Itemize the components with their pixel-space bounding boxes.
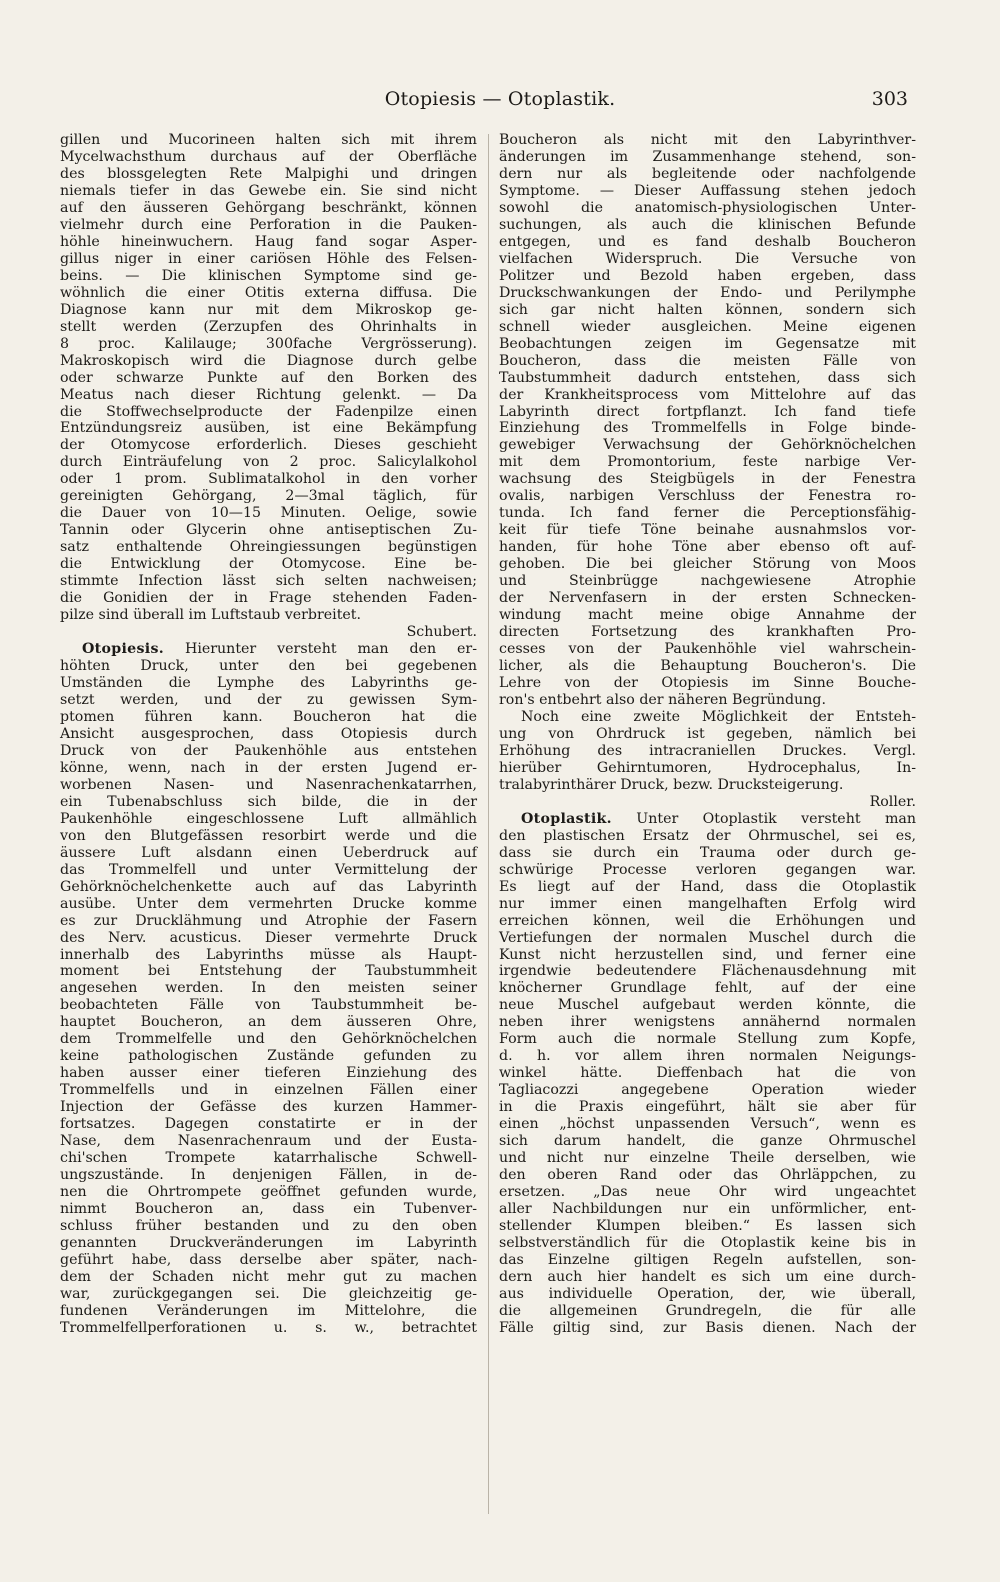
text-line: Form auch die normale Stellung zum Kopfe, [499,1031,916,1048]
text-line: der Krankheitsprocess vom Mittelohre auf das [499,386,916,403]
right-column [499,132,916,1337]
text-line: oder schwarze Punkte auf den Borken des [60,369,477,386]
text-line: in die Praxis eingeführt, hält sie aber für [499,1099,916,1116]
entry-text: Unter Otoplastik versteht man [611,810,916,827]
text-line: chi'schen Trompete katarrhalische Schwell- [60,1150,477,1167]
text-line: neue Muschel aufgebaut werden könnte, die [499,997,916,1014]
text-line: Trommelfells und in einzelnen Fällen einer [60,1082,477,1099]
text-line: hauptet Boucheron, an dem äusseren Ohre, [60,1014,477,1031]
text-line: beins. — Die klinischen Symptome sind ge- [60,267,477,284]
text-line: Meatus nach dieser Richtung gelenkt. — Da [60,386,477,403]
text-line: der Nervenfasern in der ersten Schnecken- [499,590,916,607]
text-line: von den Blutgefässen resorbirt werde und die [60,827,477,844]
text-line: durch Einträufelung von 2 proc. Salicylalkohol [60,454,477,471]
text-line: gewebiger Verwachsung der Gehörknöchelchen [499,437,916,454]
text-line: die Dauer von 10—15 Minuten. Oelige, sowie [60,505,477,522]
running-title: Otopiesis — Otoplastik. [384,88,616,110]
text-line: Paukenhöhle eingeschlossene Luft allmählich [60,810,477,827]
text-line: einen „höchst unpassenden Versuch“, wenn es [499,1116,916,1133]
text-line: cesses von der Paukenhöhle viel wahrschein- [499,641,916,658]
text-line: moment bei Entstehung der Taubstummheit [60,963,477,980]
text-line: ungszustände. In denjenigen Fällen, in de- [60,1167,477,1184]
text-line: Vertiefungen der normalen Muschel durch die [499,929,916,946]
text-line: keine pathologischen Zustände gefunden zu [60,1048,477,1065]
text-line: Lehre von der Otopiesis im Sinne Bouche- [499,675,916,691]
text-line: Taubstummheit dadurch entstehen, dass sich [499,369,916,386]
text-line: Noch eine zweite Möglichkeit der Entsteh- [521,708,916,725]
left-column [60,132,477,1337]
text-line: und Steinbrügge nachgewiesene Atrophie [499,573,916,590]
text-line: war, zurückgegangen sei. Die gleichzeitig ge- [60,1285,477,1302]
text-line: licher, als die Behauptung Boucheron's. Die [499,658,916,675]
text-line: schnell wieder ausgleichen. Meine eigenen [499,318,916,335]
text-line: Fälle giltig sind, zur Basis dienen. Nach der [499,1319,916,1336]
text-line: die Gonidien der in Frage stehenden Faden- [60,590,477,607]
text-line: satz enthaltende Ohreingiessungen begünstigen [60,539,477,556]
text-line: schwürige Processe verloren gegangen war. [499,861,916,878]
text-line: gehoben. Die bei gleicher Störung von Moos [499,556,916,573]
text-line: dern auch hier handelt es sich um eine durch- [499,1268,916,1285]
text-line: Diagnose kann nur mit dem Mikroskop ge- [60,301,477,318]
text-line: geführt habe, dass derselbe aber später, nach- [60,1251,477,1268]
text-line: den oberen Rand oder das Ohrläppchen, zu [499,1167,916,1184]
text-line: der Otomycose erforderlich. Dieses geschieht [60,437,477,454]
text-line: Trommelfellperforationen u. s. w., betrachtet [60,1319,477,1336]
text-line: Nase, dem Nasenrachenraum und der Eusta- [60,1133,477,1150]
text-line: Druckschwankungen der Endo- und Perilymphe [499,284,916,301]
text-line: Symptome. — Dieser Auffassung stehen jedoch [499,182,916,199]
text-line: fortsatzes. Dagegen constatirte er in der [60,1116,477,1133]
text-line: auf den äusseren Gehörgang beschränkt, können [60,199,477,216]
text-line: Injection der Gefässe des kurzen Hammer- [60,1099,477,1116]
text-line: gillen und Mucorineen halten sich mit ihrem [60,132,477,148]
text-line: Erhöhung des intracraniellen Druckes. Vergl. [499,742,916,759]
text-line: aller Nachbildungen nur ein unförmlicher, ent- [499,1201,916,1218]
text-line: nur immer einen mangelhaften Erfolg wird [499,895,916,912]
text-line: das Trommelfell und unter Vermittelung der [60,861,477,878]
text-line: irgendwie bedeutendere Flächenausdehnung mit [499,963,916,980]
text-line: erreichen können, weil die Erhöhungen und [499,912,916,929]
text-line: gillus niger in einer cariösen Höhle des Felsen- [60,250,477,267]
text-line: nen die Ohrtrompete geöffnet gefunden wurde, [60,1184,477,1201]
text-line: ovalis, narbigen Verschluss der Fenestra ro- [499,488,916,505]
column-divider [488,134,489,1514]
text-line: neben ihrer wenigstens annähernd normalen [499,1014,916,1031]
text-line: directen Fortsetzung des krankhaften Pro- [499,624,916,641]
text-line: Makroskopisch wird die Diagnose durch gelbe [60,352,477,369]
text-line: Boucheron als nicht mit den Labyrinthver- [499,132,916,148]
text-line: entgegen, und es fand deshalb Boucheron [499,233,916,250]
text-line: Beobachtungen zeigen im Gegensatze mit [499,335,916,352]
text-line: Entzündungsreiz ausüben, ist eine Bekämpfung [60,420,477,437]
text-line: änderungen im Zusammenhange stehend, son- [499,148,916,165]
text-line: beobachteten Fälle von Taubstummheit be- [60,997,477,1014]
text-line: suchungen, als auch die klinischen Befunde [499,216,916,233]
text-line: haben ausser einer tieferen Einziehung des [60,1065,477,1082]
text-line: fundenen Veränderungen im Mittelohre, die [60,1302,477,1319]
text-line: gereinigten Gehörgang, 2—3mal täglich, für [60,488,477,505]
text-line: das Einzelne giltigen Regeln aufstellen, son- [499,1251,916,1268]
text-line: Kunst nicht herzustellen sind, und ferner eine [499,946,916,963]
text-line: höhle hineinwuchern. Haug fand sogar Asper- [60,233,477,250]
text-line: Ansicht ausgesprochen, dass Otopiesis durch [60,725,477,742]
text-line: und nicht nur einzelne Theile derselben, wie [499,1150,916,1167]
text-line: genannten Druckveränderungen im Labyrinth [60,1234,477,1251]
text-line: Umständen die Lymphe des Labyrinths ge- [60,675,477,691]
text-line: stimmte Infection lässt sich selten nachweisen; [60,573,477,590]
text-line: dass sie durch ein Trauma oder durch ge- [499,844,916,861]
entry-heading: Otoplastik. [521,810,612,827]
text-line: hierüber Gehirntumoren, Hydrocephalus, In- [499,759,916,776]
text-line: 8 proc. Kalilauge; 300fache Vergrösserung). [60,335,477,352]
text-line: ein Tubenabschluss sich bilde, die in der [60,793,477,810]
text-line: die Entwicklung der Otomycose. Eine be- [60,556,477,573]
text-line: vielfachen Widerspruch. Die Versuche von [499,250,916,267]
text-line: dem der Schaden nicht mehr gut zu machen [60,1268,477,1285]
text-line [499,811,916,828]
text-line: mit dem Promontorium, feste narbige Ver- [499,454,916,471]
text-line: nimmt Boucheron an, dass ein Tubenver- [60,1201,477,1218]
text-line: dem Trommelfelle und den Gehörknöchelchen [60,1031,477,1048]
text-line: des blossgelegten Rete Malpighi und dringen [60,165,477,182]
text-line: Tagliacozzi angegebene Operation wieder [499,1082,916,1099]
text-line: handen, für hohe Töne aber ebenso oft auf- [499,539,916,556]
text-line: knöcherner Grundlage fehlt, auf der eine [499,980,916,997]
page-number: 303 [871,88,908,110]
text-line: ausübe. Unter dem vermehrten Drucke komme [60,895,477,912]
text-line: windung macht meine obige Annahme der [499,607,916,624]
text-line: vielmehr durch eine Perforation in die Pauken- [60,216,477,233]
text-line: setzt werden, und der zu gewissen Sym- [60,691,477,708]
text-line: worbenen Nasen- und Nasenrachenkatarrhen, [60,776,477,793]
text-line: Einziehung des Trommelfells in Folge binde- [499,420,916,437]
text-line: niemals tiefer in das Gewebe ein. Sie sind nicht [60,182,477,199]
text-line: Druck von der Paukenhöhle aus entstehen [60,742,477,759]
text-line: des Nerv. acusticus. Dieser vermehrte Druck [60,929,477,946]
text-line: selbstverständlich für die Otoplastik keine bis in [499,1234,916,1251]
text-line: tunda. Ich fand ferner die Perceptionsfähig- [499,505,916,522]
text-line: ron's entbehrt also der näheren Begründung. [499,691,826,708]
text-line: schluss früher bestanden und zu den oben [60,1218,477,1234]
text-line: äussere Luft alsdann einen Ueberdruck auf [60,844,477,861]
text-line: pilze sind überall im Luftstaub verbreitet. [60,607,362,624]
text-line: dern nur als begleitende oder nachfolgende [499,165,916,182]
text-line: stellender Klumpen bleiben.“ Es lassen sich [499,1218,916,1234]
text-line: sowohl die anatomisch-physiologischen Unter- [499,199,916,216]
text-line: sich darum handelt, die ganze Ohrmuschel [499,1133,916,1150]
text-line: könne, wenn, nach in der ersten Jugend er- [60,759,477,776]
text-line: Boucheron, dass die meisten Fälle von [499,352,916,369]
text-line: ersetzen. „Das neue Ohr wird ungeachtet [499,1184,916,1201]
text-line: tralabyrinthärer Druck, bezw. Drucksteigerung. [499,776,844,793]
text-line: wachsung des Steigbügels in der Fenestra [499,471,916,488]
text-line: ptomen führen kann. Boucheron hat die [60,708,477,725]
text-line: Politzer und Bezold haben ergeben, dass [499,267,916,284]
text-line: Gehörknöchelchenkette auch auf das Labyrinth [60,878,477,895]
text-line: Tannin oder Glycerin ohne antiseptischen Zu- [60,522,477,539]
text-line: d. h. vor allem ihren normalen Neigungs- [499,1048,916,1065]
text-line: es zur Drucklähmung und Atrophie der Fasern [60,912,477,929]
text-line: den plastischen Ersatz der Ohrmuschel, sei es, [499,827,916,844]
text-line: oder 1 prom. Sublimatalkohol in den vorher [60,471,477,488]
text-line: höhten Druck, unter den bei gegebenen [60,658,477,675]
text-line: Labyrinth direct fortpflanzt. Ich fand tiefe [499,403,916,420]
text-line: stellt werden (Zerzupfen des Ohrinhalts in [60,318,477,335]
text-line: Mycelwachsthum durchaus auf der Oberfläche [60,148,477,165]
text-line: Es liegt auf der Hand, dass die Otoplastik [499,878,916,895]
text-line: angesehen werden. In den meisten seiner [60,980,477,997]
text-line: aus individuelle Operation, der, wie überall, [499,1285,916,1302]
text-line: die allgemeinen Grundregeln, die für alle [499,1302,916,1319]
text-line: wöhnlich die einer Otitis externa diffusa. Die [60,284,477,301]
author-signature: Roller. [869,793,916,810]
text-line: keit für tiefe Töne beinahe ausnahmslos vor- [499,522,916,539]
author-signature: Schubert. [406,624,477,641]
text-line: innerhalb des Labyrinths müsse als Haupt- [60,946,477,963]
entry-text: Hierunter versteht man den er- [164,641,477,658]
text-line: sich gar nicht halten können, sondern sich [499,301,916,318]
text-line: die Stoffwechselproducte der Fadenpilze einen [60,403,477,420]
text-line: ung von Ohrdruck ist gegeben, nämlich bei [499,725,916,742]
entry-heading: Otopiesis. [82,641,165,658]
running-head [0,88,1000,118]
text-line: winkel hätte. Dieffenbach hat die von [499,1065,916,1082]
text-line [60,641,477,658]
